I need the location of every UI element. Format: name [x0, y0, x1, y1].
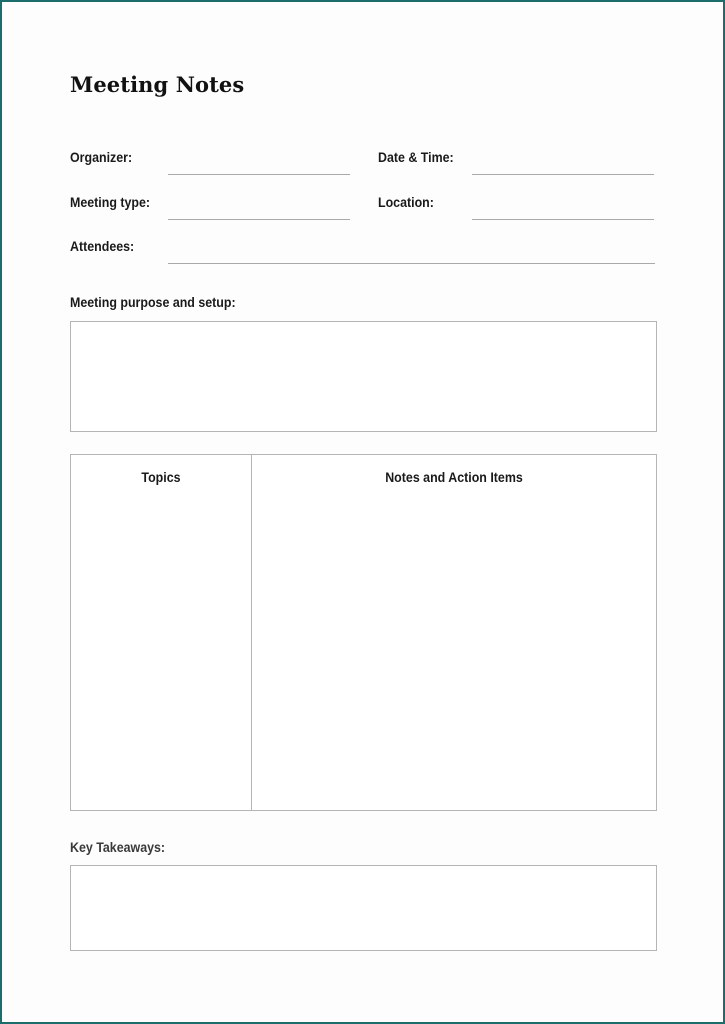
takeaways-textarea[interactable] [70, 865, 657, 951]
organizer-field[interactable] [168, 174, 350, 175]
date-time-label: Date & Time: [378, 150, 454, 165]
meeting-type-field[interactable] [168, 219, 350, 220]
purpose-textarea[interactable] [70, 321, 657, 432]
column-header-notes: Notes and Action Items [385, 470, 523, 485]
notes-cell[interactable] [253, 495, 655, 809]
location-field[interactable] [472, 219, 654, 220]
table-column-divider [251, 454, 252, 811]
takeaways-label: Key Takeaways: [70, 840, 166, 855]
purpose-label: Meeting purpose and setup: [70, 295, 236, 310]
topics-cell[interactable] [72, 495, 250, 809]
attendees-field[interactable] [168, 263, 655, 264]
attendees-label: Attendees: [70, 239, 135, 254]
organizer-label: Organizer: [70, 150, 133, 165]
date-time-field[interactable] [472, 174, 654, 175]
meeting-type-label: Meeting type: [70, 195, 151, 210]
page-title: Meeting Notes [70, 72, 245, 97]
column-header-topics: Topics [141, 470, 181, 485]
location-label: Location: [378, 195, 434, 210]
